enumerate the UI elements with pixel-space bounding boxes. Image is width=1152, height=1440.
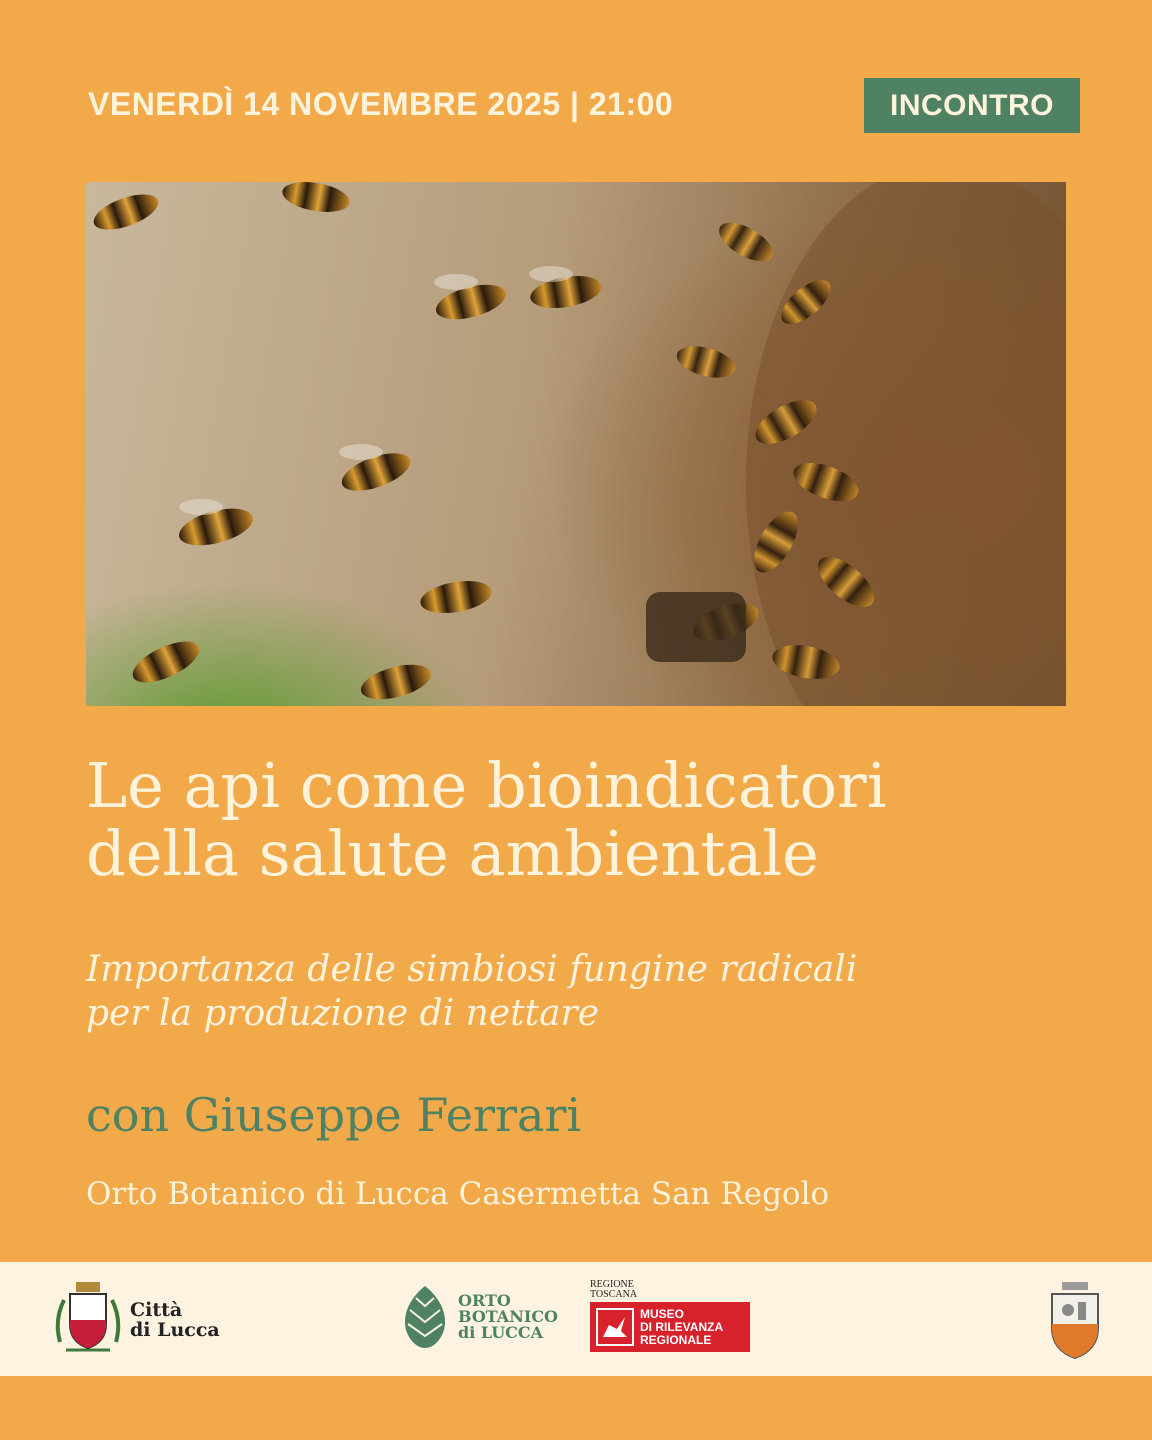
coat-of-arms-icon	[1046, 1280, 1104, 1360]
pinecone-icon	[400, 1284, 450, 1350]
bees-illustration	[86, 182, 1066, 706]
museo-text-line: REGIONALE	[640, 1332, 712, 1347]
event-subtitle	[86, 948, 1086, 1036]
lucca-text-line: Città	[130, 1299, 183, 1321]
pegasus-icon	[595, 1307, 635, 1347]
event-subtitle-line: Importanza delle simbiosi fungine radicali	[86, 949, 858, 990]
bees-photo	[86, 182, 1066, 706]
event-date: VENERDÌ 14 NOVEMBRE 2025 | 21:00	[88, 86, 674, 122]
event-title-line: Le api come bioindicatori	[86, 749, 887, 822]
orto-text-line: ORTO	[458, 1291, 511, 1310]
lucca-text-line: di Lucca	[130, 1319, 220, 1341]
regione-text-line: TOSCANA	[590, 1289, 638, 1300]
sponsor-logos-bar	[0, 1262, 1152, 1376]
museo-rilevanza-regionale-logo	[590, 1280, 750, 1354]
municipal-crest-logo	[1046, 1280, 1104, 1365]
event-type-badge: INCONTRO	[864, 78, 1080, 133]
museo-text-line: DI RILEVANZA	[640, 1319, 724, 1334]
event-title	[86, 749, 1086, 890]
museo-text-line: MUSEO	[640, 1306, 685, 1321]
event-speaker: con Giuseppe Ferrari	[86, 1088, 582, 1142]
lucca-crest-icon	[52, 1280, 124, 1360]
event-subtitle-line: per la produzione di nettare	[86, 993, 600, 1034]
regione-text-line: REGIONE	[590, 1279, 634, 1290]
citta-di-lucca-logo	[52, 1280, 220, 1360]
event-venue: Orto Botanico di Lucca Casermetta San Regolo	[86, 1176, 830, 1212]
museo-badge	[590, 1302, 750, 1352]
orto-text-line: BOTANICO	[458, 1307, 558, 1326]
event-title-line: della salute ambientale	[86, 817, 819, 890]
orto-text-line: di LUCCA	[458, 1323, 544, 1342]
orto-botanico-logo	[400, 1284, 558, 1350]
